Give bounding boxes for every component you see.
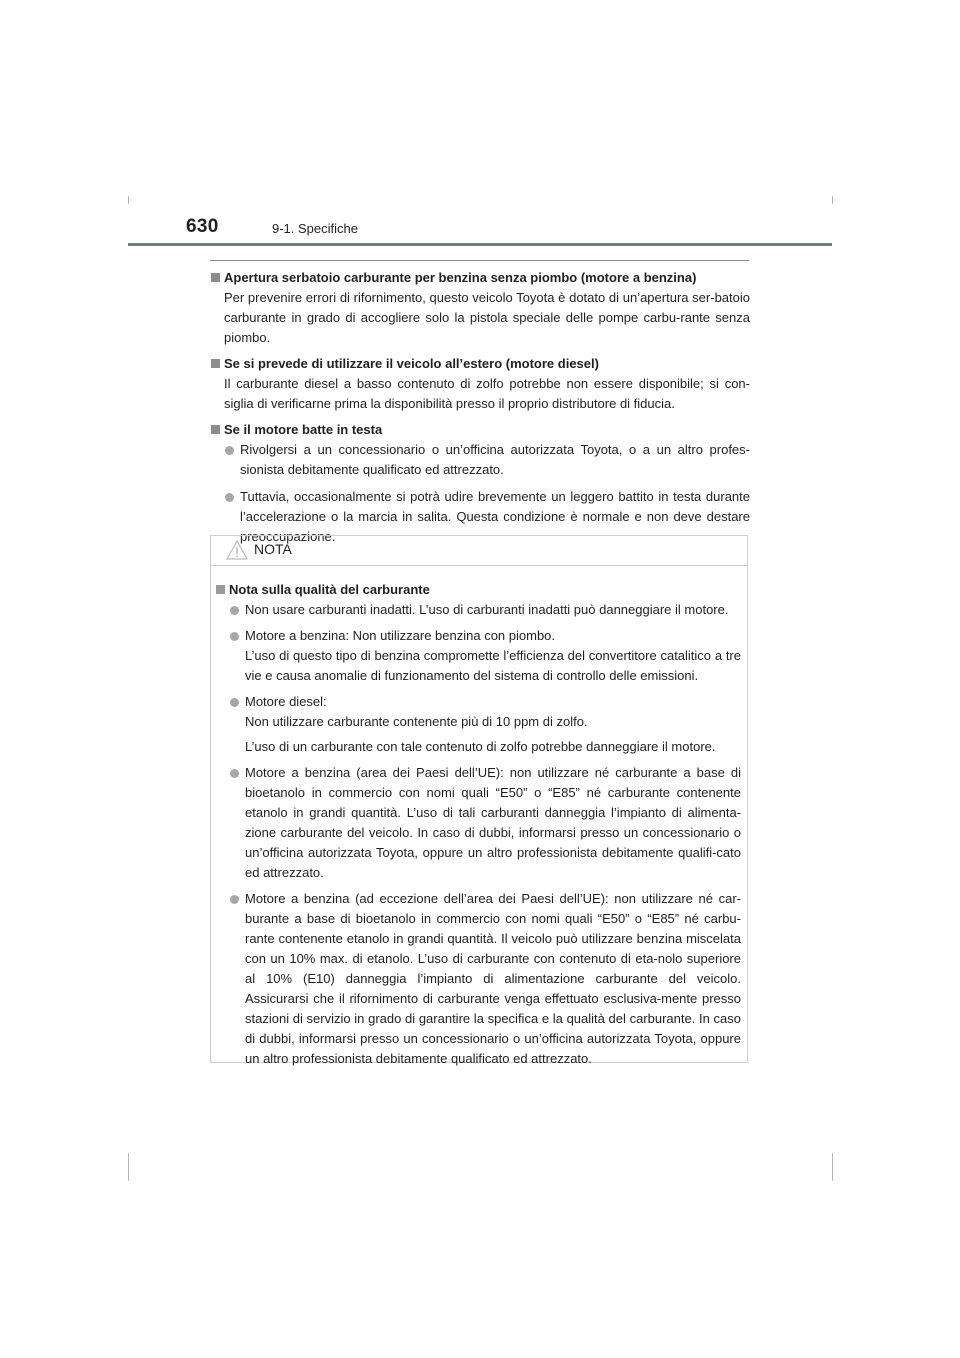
section-title: 9-1. Specifiche <box>272 221 358 236</box>
round-bullet-icon <box>230 632 239 641</box>
list-item: Rivolgersi a un concessionario o un’officina autorizzata Toyota, o a un altro profes-sionista debitamente qualificato ed attrezzato. <box>210 440 750 480</box>
round-bullet-icon <box>225 493 234 502</box>
section-heading: Se il motore batte in testa <box>210 420 750 440</box>
nota-box <box>210 535 748 1066</box>
square-bullet-icon <box>211 425 220 434</box>
round-bullet-icon <box>230 606 239 615</box>
section-heading: Se si prevede di utilizzare il veicolo all’estero (motore diesel) <box>210 354 750 374</box>
section-paragraph: Il carburante diesel a basso contenuto di zolfo potrebbe non essere disponibile; si con-siglia di verificarne prima la disponibilità presso il proprio distributore di fiducia. <box>224 376 750 411</box>
crop-mark <box>128 196 129 204</box>
content-top-rule <box>210 260 749 261</box>
list-item: Non usare carburanti inadatti. L’uso di carburanti inadatti può danneggiare il motore. <box>215 600 741 620</box>
list-item: Motore a benzina (ad eccezione dell’area dei Paesi dell’UE): non utilizzare né car-burante a base di bioetanolo in commercio con nomi quali “E50” o “E85” né carbu-rante contenente etanolo in grandi quantità. Il veicolo può utilizzare benzina miscelata con un 10% max. di etanolo. L’uso di carburante con contenuto di eta-nolo superiore al 10% (E10) danneggia l’impianto di alimentazione carburante del veicolo. Assicurarsi che il rifornimento di carburante venga effettuato esclusiva-mente presso stazioni di servizio in grado di garantire la specifica e la qualità del carburante. In caso di dubbi, informarsi presso un concessionario o un’officina autorizzata Toyota, oppure un altro professionista debitamente qualificato ed attrezzato. <box>215 889 741 1069</box>
section-heading: Apertura serbatoio carburante per benzina senza piombo (motore a benzina) <box>210 268 750 288</box>
list-item: Tuttavia, occasionalmente si potrà udire brevemente un leggero battito in testa durante l’accelerazione o la marcia in salita. Questa condizione è normale e non deve destare preoccupazione. <box>210 487 750 547</box>
round-bullet-icon <box>225 446 234 455</box>
nota-heading: Nota sulla qualità del carburante <box>215 580 741 600</box>
nota-label: NOTA <box>254 541 292 557</box>
section-paragraph: Per prevenire errori di rifornimento, questo veicolo Toyota è dotato di un’apertura ser-batoio carburante in grado di accogliere solo la pistola speciale delle pompe carbu-rante senza piombo. <box>224 290 750 345</box>
crop-mark <box>832 196 833 204</box>
header-rule <box>128 243 832 246</box>
list-item: Motore a benzina (area dei Paesi dell’UE): non utilizzare né carburante a base di bioetanolo in commercio con nomi quali “E50” o “E85” né carburante contenente etanolo in grandi quantità. L’uso di tali carburanti danneggia l’impianto di alimenta-zione carburante del veicolo. In caso di dubbi, informarsi presso un concessionario o un’officina autorizzata Toyota, oppure un altro professionista debitamente qualifi-cato ed attrezzato. <box>215 763 741 883</box>
square-bullet-icon <box>216 585 225 594</box>
crop-mark <box>832 1153 833 1181</box>
nota-header <box>211 536 747 566</box>
crop-mark <box>128 1153 129 1181</box>
list-item: Motore a benzina: Non utilizzare benzina con piombo. L’uso di questo tipo di benzina compromette l’efficienza del convertitore catalitico a tre vie e causa anomalie di funzionamento del sistema di controllo delle emissioni. <box>215 626 741 686</box>
square-bullet-icon <box>211 359 220 368</box>
square-bullet-icon <box>211 273 220 282</box>
round-bullet-icon <box>230 698 239 707</box>
nota-body <box>211 566 747 1069</box>
list-item: Motore diesel: Non utilizzare carburante contenente più di 10 ppm di zolfo. <box>215 692 741 732</box>
page-number: 630 <box>186 216 219 237</box>
list-item-continuation: L’uso di un carburante con tale contenuto di zolfo potrebbe danneggiare il motore. <box>245 739 716 754</box>
round-bullet-icon <box>230 895 239 904</box>
main-content <box>210 266 750 554</box>
warning-triangle-icon <box>226 540 248 560</box>
round-bullet-icon <box>230 769 239 778</box>
